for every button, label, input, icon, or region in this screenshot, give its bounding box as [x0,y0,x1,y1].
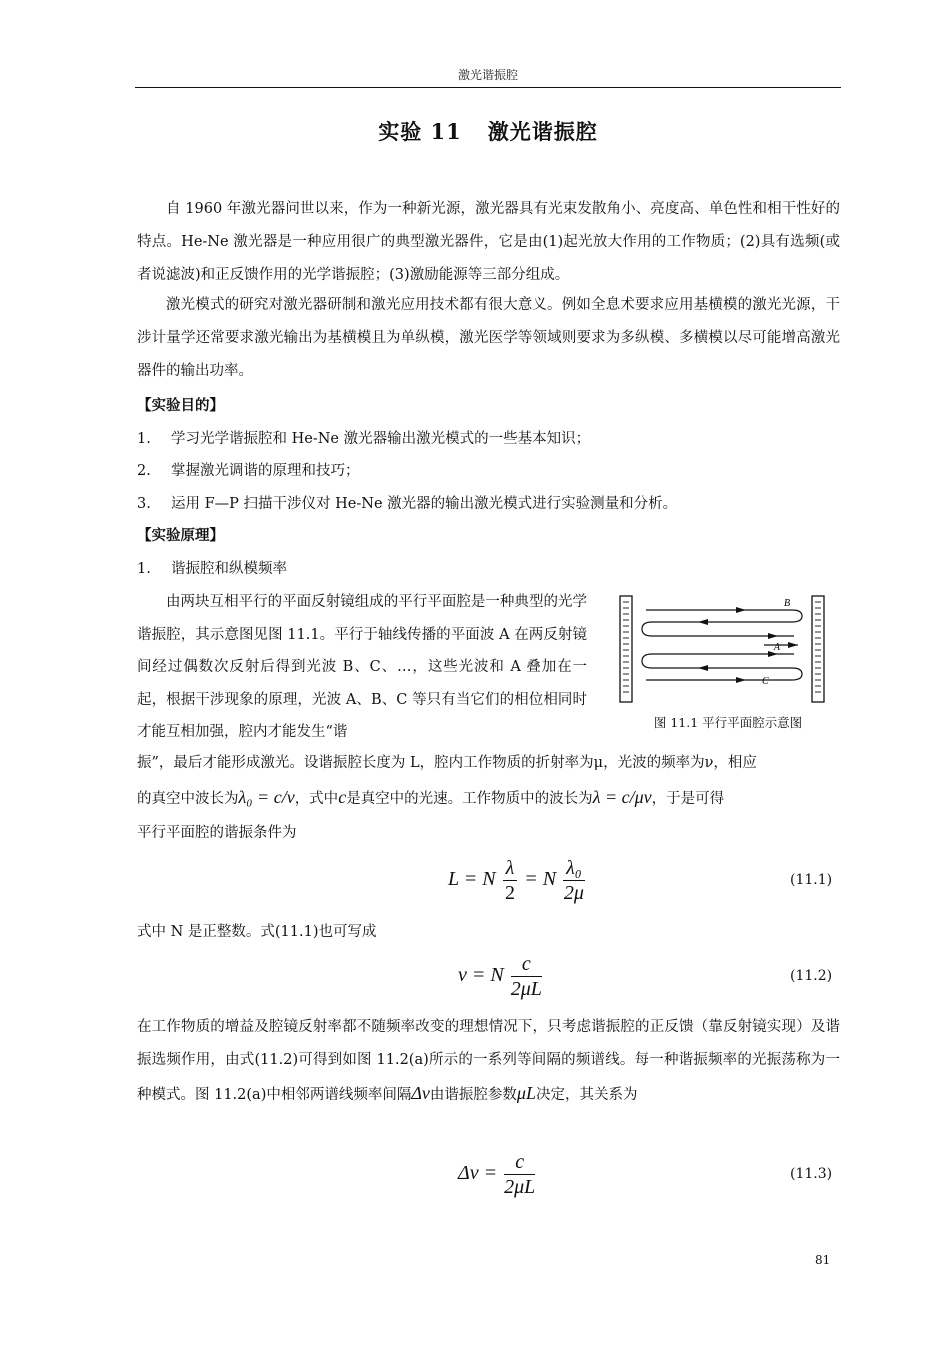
purpose-item: 1. 学习光学谐振腔和 He-Ne 激光器输出激光模式的一些基本知识； [137,431,591,447]
wave-c-path [642,654,802,680]
equation-number: (11.1) [790,872,833,888]
text-line: 的真空中波长为λ₀ = c/ν，式中c是真空中的光速。工作物质中的波长为λ = c/μν，于是可得 [137,787,725,807]
text-line: 振”，最后才能形成激光。设谐振腔长度为 L，腔内工作物质的折射率为μ，光波的频率为ν，相应 [137,755,757,771]
page-title [135,116,841,146]
resonator-diagram [618,592,838,708]
wrapped-paragraph: 由两块互相平行的平面反射镜组成的平行平面腔是一种典型的光学谐振腔，其示意图见图 11.1。平行于轴线传播的平面波 A 在两反射镜间经过偶数次反射后得到光波 B、C、…，这些光波和 A 叠加在一起，根据干涉现象的原理，光波 A、B、C 等只有当它们的相位相同时才能互相加强，腔内才能发生“谐 [137,594,587,740]
header-rule [135,87,841,88]
inline-formula: λ = c/μν [592,787,652,807]
intro-paragraph-2: 激光模式的研究对激光器研制和激光应用技术都有很大意义。例如全息术要求应用基横模的激光光源，干涉计量学还常要求激光输出为基横模且为单纵模，激光医学等领域则要求为多纵模、多横模以尽可能增高激光器件的输出功率。 [137,297,840,379]
equation-number: (11.3) [790,1166,833,1182]
title-number: 实验 11 [378,119,462,144]
text-line: 平行平面腔的谐振条件为 [137,825,297,841]
left-mirror [620,596,632,702]
purpose-item: 3. 运用 F—P 扫描干涉仪对 He-Ne 激光器的输出激光模式进行实验测量和分析。 [137,496,678,512]
right-mirror [812,596,824,702]
purpose-item: 2. 掌握激光调谐的原理和技巧； [137,463,360,479]
page-number: 81 [815,1253,831,1267]
inline-formula: λ₀ = c/ν [238,787,295,807]
subsection-heading: 1. 谐振腔和纵模频率 [137,561,287,577]
label-a: A [773,642,780,653]
label-b: B [784,598,791,609]
label-c: C [762,676,769,687]
inline-symbol: Δν [411,1083,430,1103]
text-line: 式中 N 是正整数。式(11.1)也可写成 [137,924,377,940]
equation-11-1: L = N $\frac{\lambda}{2}$ = N $\frac{\text{λ₀}}{2\mu}$ [448,857,584,904]
equation-number: (11.2) [790,968,833,984]
wave-b-path [642,610,802,636]
section-heading-purpose: 【实验目的】 [137,398,224,414]
section-heading-principle: 【实验原理】 [137,528,224,544]
equation-11-3: Δν = $\frac{c}{2\mu L}$ [458,1151,536,1198]
inline-symbol: μL [516,1083,536,1103]
inline-symbol: c [338,787,347,807]
figure-caption: 图 11.1 平行平面腔示意图 [653,715,803,730]
intro-paragraph-1: 自 1960 年激光器问世以来，作为一种新光源，激光器具有光束发散角小、亮度高、单色性和相干性好的特点。He-Ne 激光器是一种应用很广的典型激光器件，它是由(1)起光放大作用的工作物质；(2)具有选频(或者说滤波)和正反馈作用的光学谐振腔；(3)激励能源等三部分组成。 [137,201,840,283]
paragraph-3: 在工作物质的增益及腔镜反射率都不随频率改变的理想情况下，只考虑谐振腔的正反馈（靠反射镜实现）及谐振选频作用，由式(11.2)可得到如图 11.2(a)所示的一系列等间隔的频谱线。每一种谐振频率的光振荡称为一种模式。图 11.2(a)中相邻两谱线频率间隔Δν由谐振腔参数μL决定，其关系为 [137,1019,840,1103]
running-header: 激光谐振腔 [457,68,518,82]
title-text: 激光谐振腔 [487,119,598,144]
equation-11-2: ν = N $\frac{c}{2\mu L}$ [458,953,542,1000]
